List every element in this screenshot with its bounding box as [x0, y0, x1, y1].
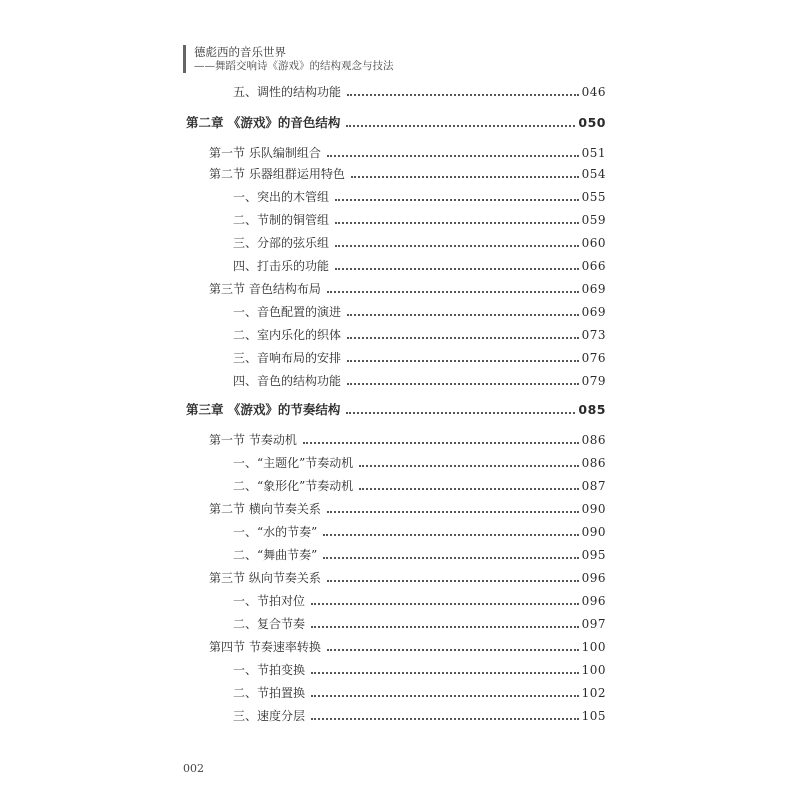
- dot-leader: [327, 580, 579, 582]
- dot-leader: [311, 695, 579, 697]
- toc-entry-page: 060: [581, 236, 606, 250]
- dot-leader: [327, 155, 579, 157]
- toc-entry-page: 069: [581, 282, 606, 296]
- toc-entry-page: 090: [581, 502, 606, 516]
- dot-leader: [346, 412, 575, 414]
- toc-entry-label: 五、调性的结构功能: [233, 85, 342, 99]
- dot-leader: [303, 442, 579, 444]
- toc-item: [233, 371, 606, 389]
- toc-entry-page: 090: [581, 525, 606, 539]
- toc-entry-page: 087: [581, 479, 606, 493]
- toc-entry-label: 一、音色配置的演进: [233, 305, 342, 319]
- toc-entry-label: 三、音响布局的安排: [233, 351, 342, 365]
- dot-leader: [311, 603, 579, 605]
- dot-leader: [359, 465, 578, 467]
- toc-item: [233, 233, 606, 251]
- toc-entry-label: 四、音色的结构功能: [233, 374, 342, 388]
- toc-entry-label: 二、“象形化”节奏动机: [233, 479, 354, 493]
- toc-section: [209, 499, 606, 517]
- dot-leader: [347, 337, 579, 339]
- book-subtitle: ——舞蹈交响诗《游戏》的结构观念与技法: [194, 60, 394, 72]
- toc-chapter: [186, 400, 606, 418]
- toc-section: [209, 279, 606, 297]
- toc-item: [233, 210, 606, 228]
- toc-section: [209, 430, 606, 448]
- dot-leader: [347, 94, 579, 96]
- toc-section: [209, 164, 606, 182]
- toc-item: [233, 325, 606, 343]
- toc-entry-page: 085: [578, 402, 606, 417]
- toc-entry-label: 三、速度分层: [233, 709, 306, 723]
- toc-entry-label: 第二节 横向节奏关系: [209, 502, 321, 516]
- toc-entry-label: 一、节拍变换: [233, 663, 306, 677]
- toc-entry-page: 097: [581, 617, 606, 631]
- toc-item: [233, 683, 606, 701]
- toc-entry-label: 第三节 音色结构布局: [209, 282, 321, 296]
- toc-section: [209, 568, 606, 586]
- toc-chapter: [186, 113, 606, 131]
- dot-leader: [347, 360, 579, 362]
- toc-entry-label: 三、分部的弦乐组: [233, 236, 330, 250]
- toc-entry-page: 073: [581, 328, 606, 342]
- dot-leader: [359, 488, 578, 490]
- toc-item: [233, 348, 606, 366]
- book-title: 德彪西的音乐世界: [194, 45, 286, 59]
- toc-entry-label: 第三章 《游戏》的节奏结构: [186, 402, 341, 417]
- dot-leader: [327, 511, 579, 513]
- dot-leader: [311, 626, 579, 628]
- toc-entry-label: 第三节 纵向节奏关系: [209, 571, 321, 585]
- toc-entry-page: 050: [578, 115, 606, 130]
- toc-item: [233, 476, 606, 494]
- toc-entry-page: 069: [581, 305, 606, 319]
- toc-entry-label: 一、“主题化”节奏动机: [233, 456, 354, 470]
- toc-entry-page: 086: [581, 456, 606, 470]
- toc-entry-page: 096: [581, 571, 606, 585]
- dot-leader: [335, 245, 579, 247]
- toc-entry-page: 100: [581, 640, 606, 654]
- toc-entry-page: 076: [581, 351, 606, 365]
- toc-section: [209, 637, 606, 655]
- dot-leader: [323, 534, 578, 536]
- toc-item: [233, 660, 606, 678]
- toc-entry-page: 096: [581, 594, 606, 608]
- toc-item: [233, 545, 606, 563]
- toc-entry-page: 095: [581, 548, 606, 562]
- toc-entry-label: 二、节拍置换: [233, 686, 306, 700]
- toc-item: [233, 302, 606, 320]
- toc-item: [233, 614, 606, 632]
- toc-entry-label: 二、室内乐化的织体: [233, 328, 342, 342]
- toc-item: [233, 706, 606, 724]
- toc-item: [233, 591, 606, 609]
- toc-entry-label: 第一节 乐队编制组合: [209, 146, 321, 160]
- toc-entry-label: 一、“水的节奏”: [233, 525, 318, 539]
- toc-item: [233, 453, 606, 471]
- toc-entry-label: 二、复合节奏: [233, 617, 306, 631]
- dot-leader: [311, 718, 579, 720]
- page-number: 002: [183, 762, 204, 775]
- toc-entry-label: 一、突出的木管组: [233, 190, 330, 204]
- dot-leader: [311, 672, 579, 674]
- toc-entry-page: 100: [581, 663, 606, 677]
- toc-entry-page: 105: [581, 709, 606, 723]
- dot-leader: [335, 222, 579, 224]
- toc-entry-label: 四、打击乐的功能: [233, 259, 330, 273]
- dot-leader: [335, 268, 579, 270]
- dot-leader: [347, 314, 579, 316]
- dot-leader: [327, 291, 579, 293]
- toc-entry-label: 一、节拍对位: [233, 594, 306, 608]
- toc-entry-page: 055: [581, 190, 606, 204]
- toc-entry-label: 第一节 节奏动机: [209, 433, 297, 447]
- toc-entry-label: 二、节制的铜管组: [233, 213, 330, 227]
- dot-leader: [335, 199, 579, 201]
- toc-entry-page: 079: [581, 374, 606, 388]
- toc-entry-label: 第二章 《游戏》的音色结构: [186, 115, 341, 130]
- toc-section: [209, 143, 606, 161]
- dot-leader: [346, 125, 575, 127]
- toc-entry-page: 086: [581, 433, 606, 447]
- toc-entry-label: 二、“舞曲节奏”: [233, 548, 318, 562]
- dot-leader: [323, 557, 578, 559]
- toc-entry-label: 第四节 节奏速率转换: [209, 640, 321, 654]
- toc-item: [233, 187, 606, 205]
- toc-item: [233, 256, 606, 274]
- toc-entry-page: 066: [581, 259, 606, 273]
- toc-entry-page: 051: [581, 146, 606, 160]
- toc-entry-page: 046: [581, 85, 606, 99]
- toc-item: [233, 82, 606, 100]
- dot-leader: [327, 649, 579, 651]
- dot-leader: [351, 176, 579, 178]
- toc-item: [233, 522, 606, 540]
- toc-entry-page: 059: [581, 213, 606, 227]
- dot-leader: [347, 383, 579, 385]
- toc-entry-page: 102: [581, 686, 606, 700]
- toc-entry-label: 第二节 乐器组群运用特色: [209, 167, 345, 181]
- toc-entry-page: 054: [581, 167, 606, 181]
